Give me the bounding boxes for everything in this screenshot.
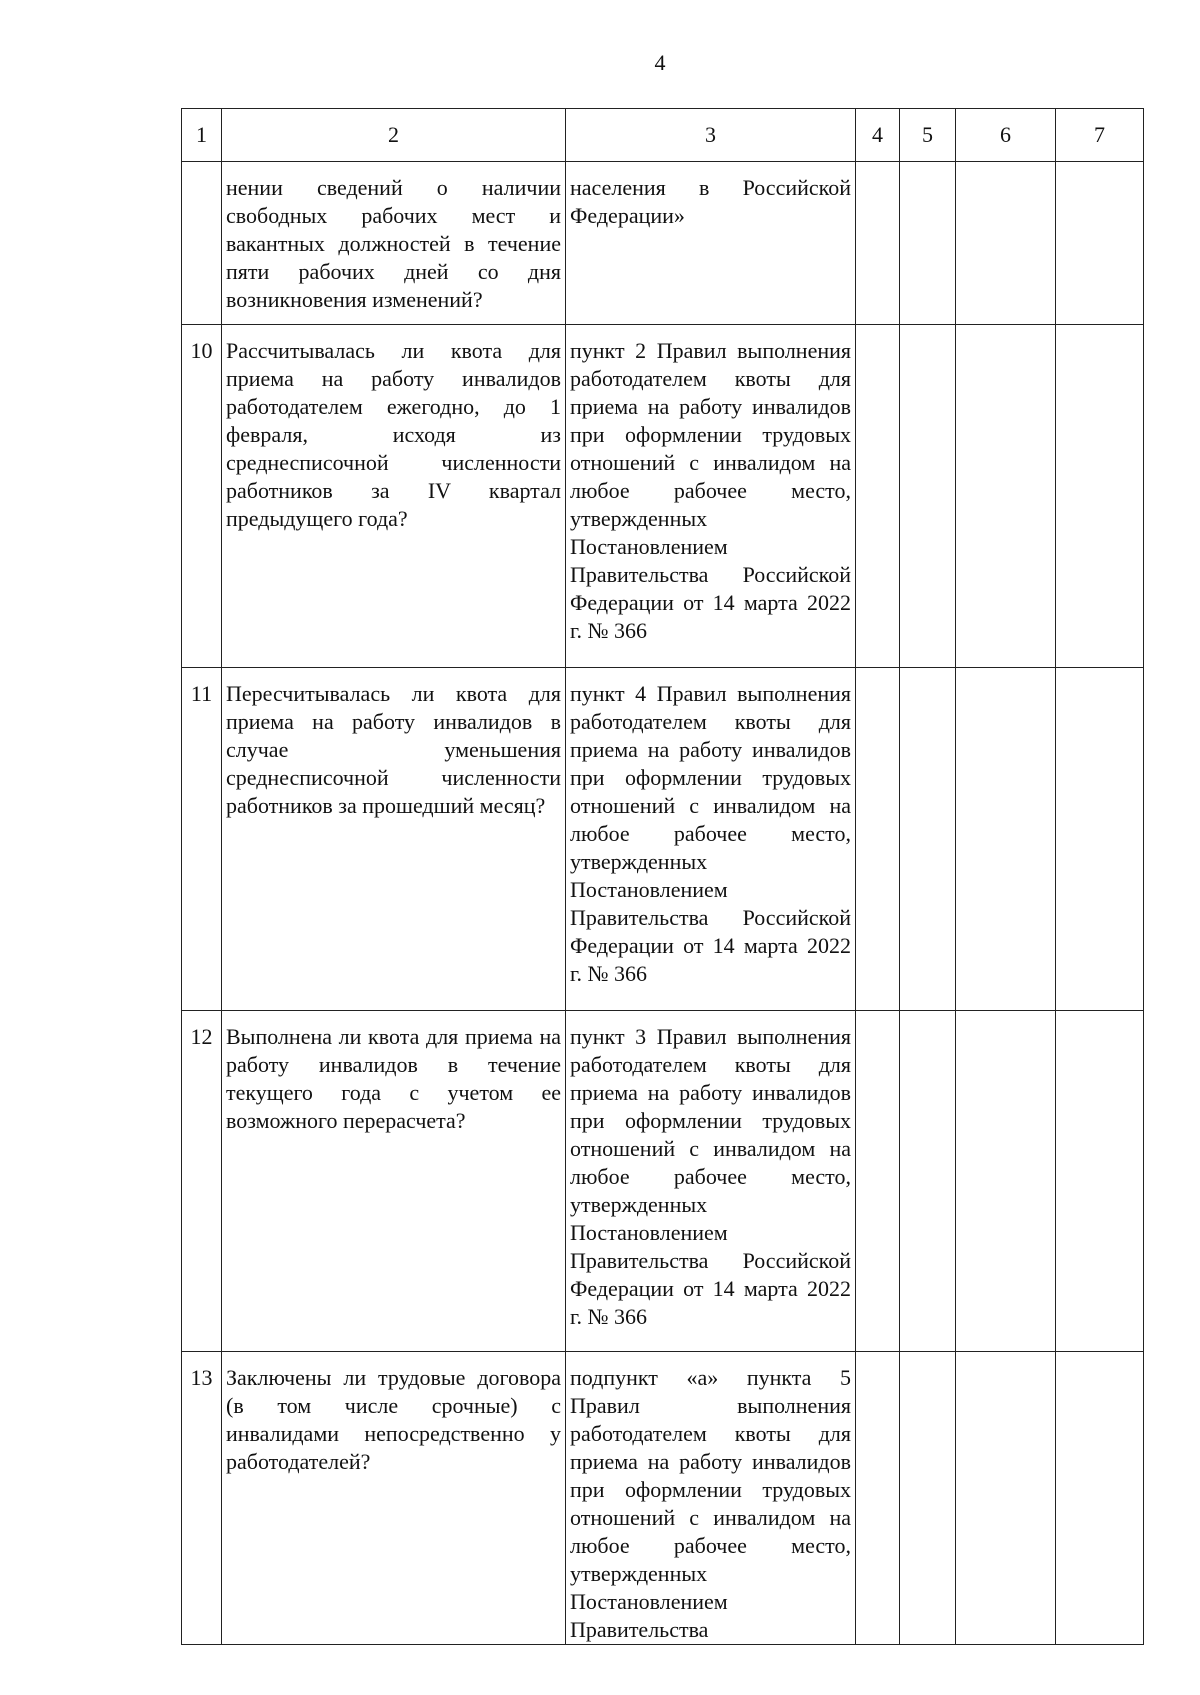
question-cell: Выполнена ли квота для приема на работу инвалидов в течение текущего года с учетом ее возможного перерасчета?: [222, 1011, 566, 1352]
header-cell: 1: [182, 109, 222, 162]
row-number: [182, 162, 222, 325]
answer-na-cell: [956, 668, 1056, 1011]
answer-no-cell: [900, 1011, 956, 1352]
header-cell: 2: [222, 109, 566, 162]
row-number: 10: [182, 325, 222, 668]
answer-na-cell: [956, 1352, 1056, 1645]
note-cell: [1056, 1011, 1144, 1352]
note-cell: [1056, 325, 1144, 668]
answer-no-cell: [900, 325, 956, 668]
row-number: 13: [182, 1352, 222, 1645]
answer-yes-cell: [856, 668, 900, 1011]
table-row: [182, 668, 1144, 1011]
page-number: 4: [654, 50, 666, 75]
row-number: 12: [182, 1011, 222, 1352]
note-cell: [1056, 162, 1144, 325]
answer-no-cell: [900, 668, 956, 1011]
question-cell: Заключены ли трудовые договора (в том числе срочные) с инвалидами непосредственно у работодателей?: [222, 1352, 566, 1645]
header-cell: 4: [856, 109, 900, 162]
answer-na-cell: [956, 162, 1056, 325]
answer-yes-cell: [856, 1011, 900, 1352]
header-cell: 5: [900, 109, 956, 162]
table-header-row: [182, 109, 1144, 162]
reference-cell: населения в Российской Федерации»: [566, 162, 856, 325]
reference-cell: пункт 4 Правил выполнения работодателем квоты для приема на работу инвалидов при оформлении трудовых отношений с инвалидом на любое рабочее место, утвержденных Постановлением Правительства Российской Федерации от 14 марта 2022 г. № 366: [566, 668, 856, 1011]
row-number: 11: [182, 668, 222, 1011]
answer-na-cell: [956, 1011, 1056, 1352]
answer-yes-cell: [856, 325, 900, 668]
answer-na-cell: [956, 325, 1056, 668]
header-cell: 6: [956, 109, 1056, 162]
question-cell: Рассчитывалась ли квота для приема на работу инвалидов работодателем ежегодно, до 1 февраля, исходя из среднесписочной численности работников за IV квартал предыдущего года?: [222, 325, 566, 668]
table-row: [182, 1352, 1144, 1645]
question-cell: нении сведений о наличии свободных рабочих мест и вакантных должностей в течение пяти рабочих дней со дня возникновения изменений?: [222, 162, 566, 325]
table-row: [182, 162, 1144, 325]
answer-no-cell: [900, 162, 956, 325]
answer-yes-cell: [856, 162, 900, 325]
table-row: [182, 1011, 1144, 1352]
table-row: [182, 325, 1144, 668]
answer-yes-cell: [856, 1352, 900, 1645]
header-cell: 3: [566, 109, 856, 162]
checklist-table: [181, 108, 1144, 1645]
reference-cell: подпункт «а» пункта 5 Правил выполнения работодателем квоты для приема на работу инвалидов при оформлении трудовых отношений с инвалидом на любое рабочее место, утвержденных Постановлением Правительства: [566, 1352, 856, 1645]
note-cell: [1056, 1352, 1144, 1645]
reference-cell: пункт 3 Правил выполнения работодателем квоты для приема на работу инвалидов при оформлении трудовых отношений с инвалидом на любое рабочее место, утвержденных Постановлением Правительства Российской Федерации от 14 марта 2022 г. № 366: [566, 1011, 856, 1352]
question-cell: Пересчитывалась ли квота для приема на работу инвалидов в случае уменьшения среднесписочной численности работников за прошедший месяц?: [222, 668, 566, 1011]
note-cell: [1056, 668, 1144, 1011]
answer-no-cell: [900, 1352, 956, 1645]
header-cell: 7: [1056, 109, 1144, 162]
reference-cell: пункт 2 Правил выполнения работодателем квоты для приема на работу инвалидов при оформлении трудовых отношений с инвалидом на любое рабочее место, утвержденных Постановлением Правительства Российской Федерации от 14 марта 2022 г. № 366: [566, 325, 856, 668]
